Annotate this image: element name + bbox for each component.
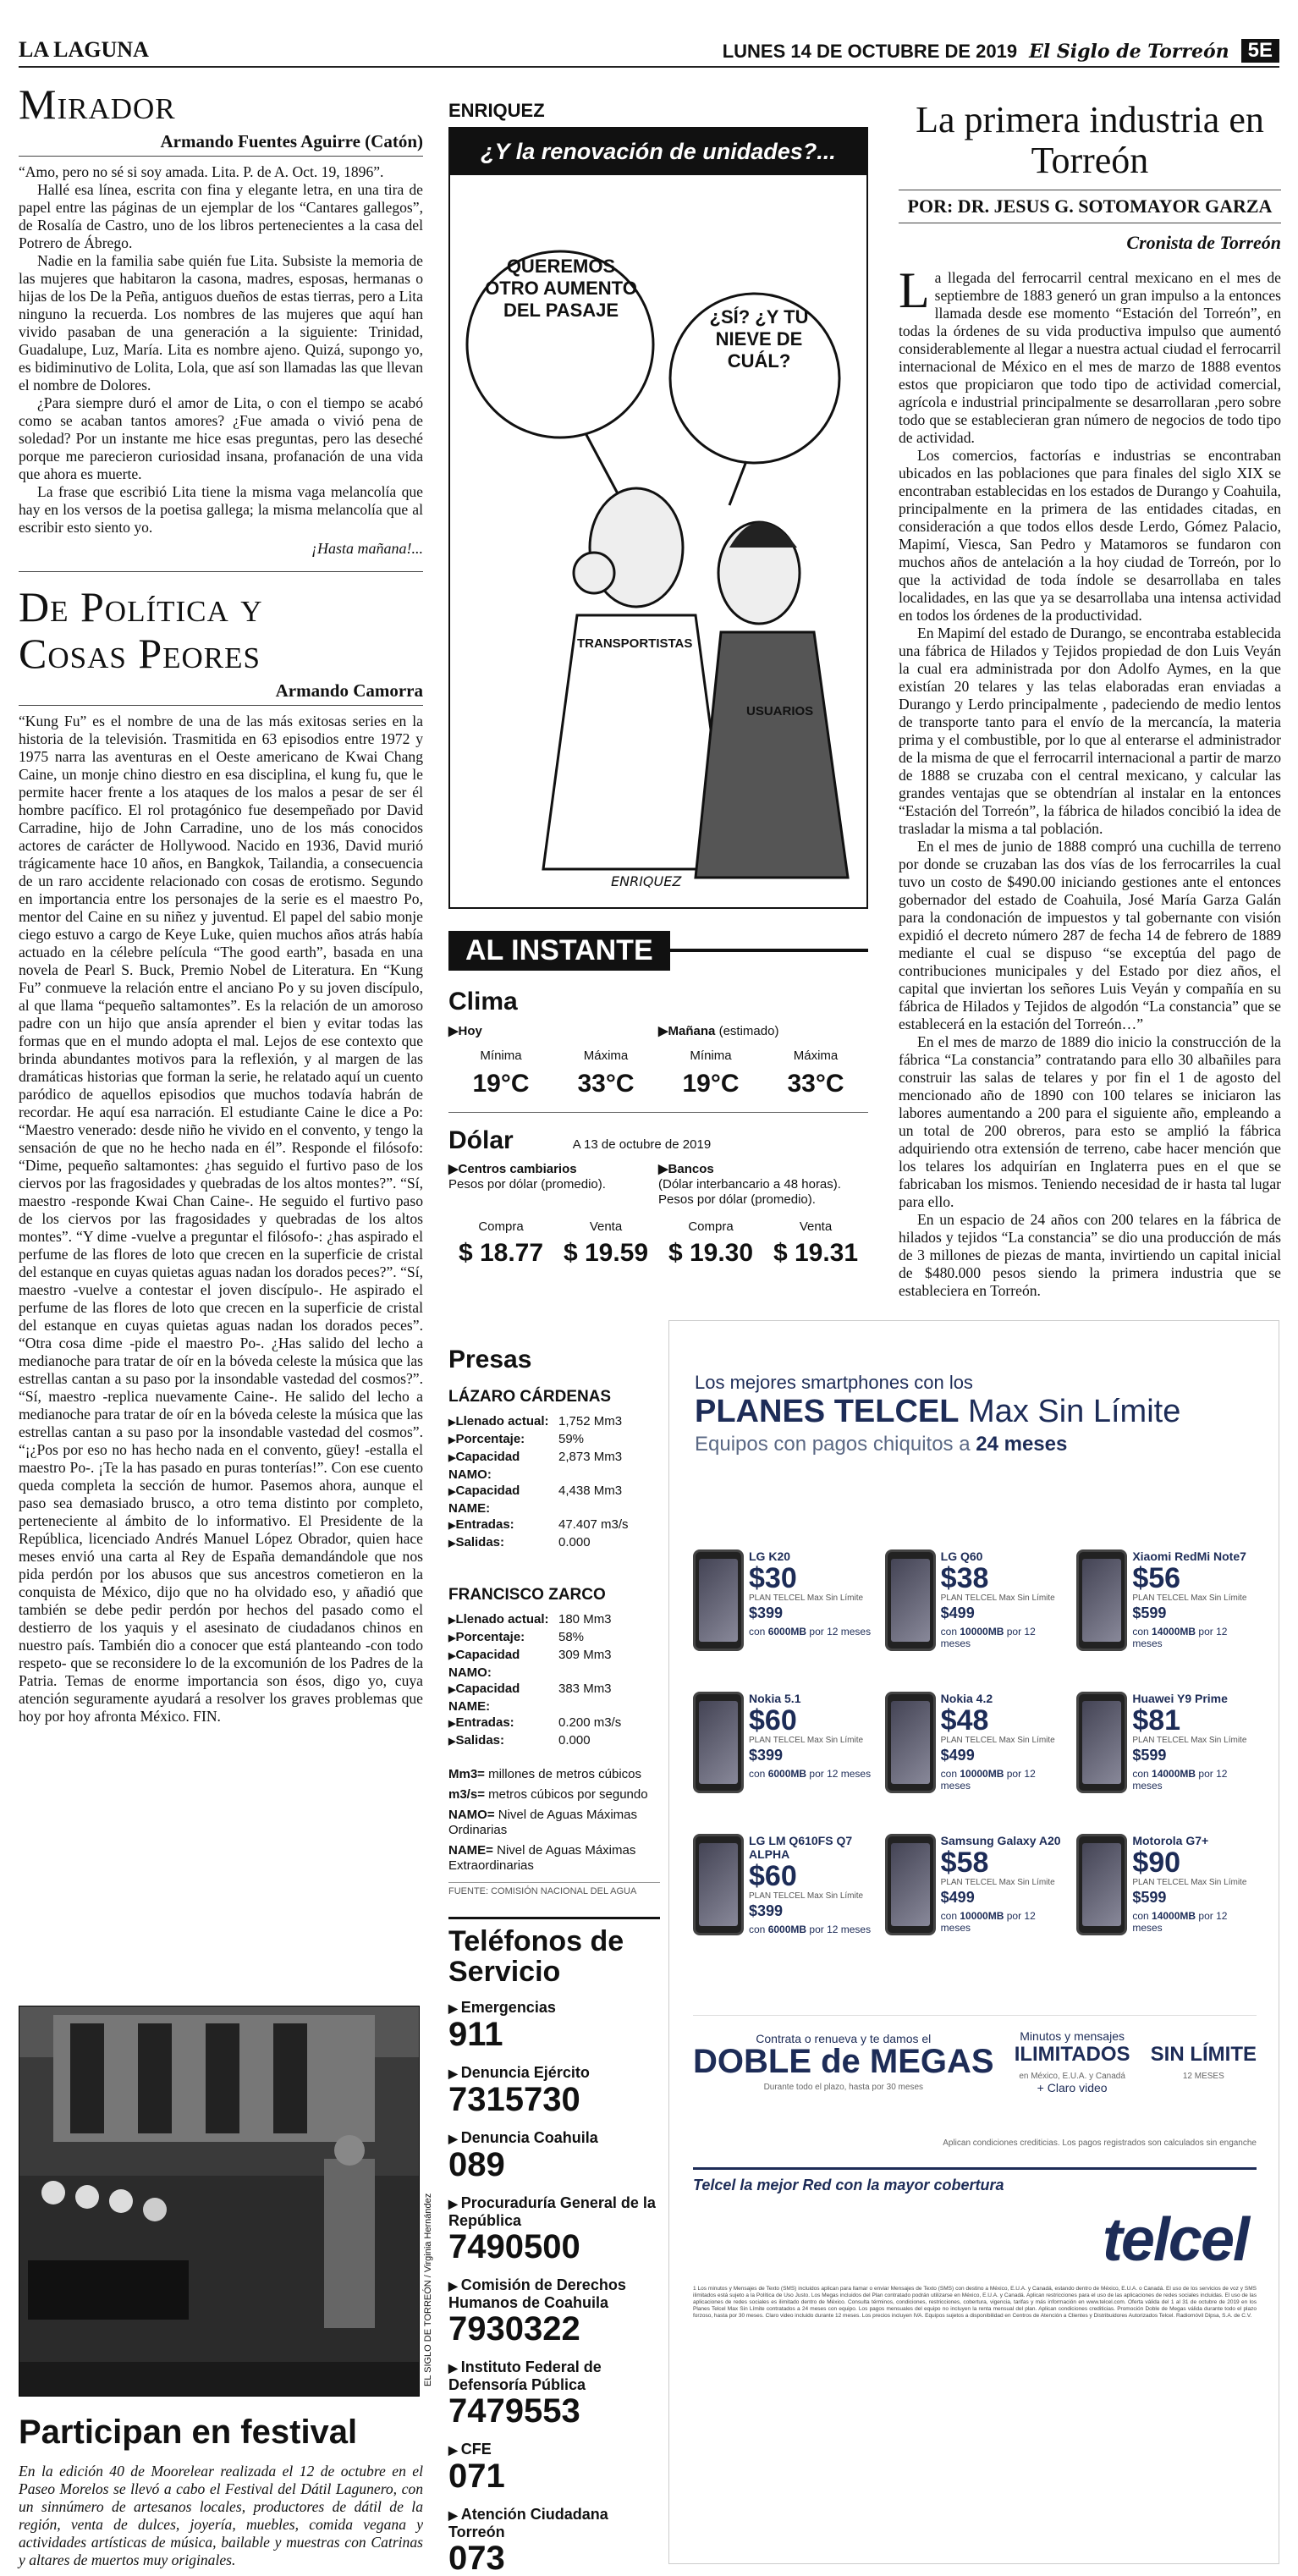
dolar-title: Dólar	[448, 1126, 514, 1154]
phone-icon	[1076, 1549, 1127, 1651]
bancos-venta: $ 19.31	[773, 1239, 859, 1267]
primera-p6: En un espacio de 24 años con 200 telares en la fábrica de hilados y tejidos “La constancia” se dio una producción de más de 3 millones de piezas de manta, invirtiendo un capital inicial de $480.000 pesos siendo la primera industria que se estableciera en Torreón.	[899, 1211, 1281, 1299]
politica-title-1: De Política y	[19, 583, 263, 630]
dam-row: ▶ Entradas: 47.407 m3/s	[448, 1516, 660, 1534]
phone-offer: Nokia 4.2 $48 PLAN TELCEL Max Sin Límite $499 con 10000MB por 12 meses	[885, 1692, 1065, 1819]
phone-icon	[885, 1834, 936, 1935]
tel-item: ▶ Instituto Federal de Defensoría Pública 7479553	[448, 2359, 660, 2429]
primera-p1: La llegada del ferrocarril central mexicano en el mes de septiembre de 1883 generó un gran impulso a la entonces llamada desde ese momento “Estación del Torreón”, en todas la órdenes de su vida productiva impulso que aumentó considerablemente al llegar a nuestra actual ciudad el ferrocarril internacional de México en el mes de marzo de 1888 eventos estos que propiciaron que todo tipo de actividad comercial, agrícola e industrial principalmente se desarrollaran ,pero sobre todo que se establecieran gran número de negocios de todo tipo de actividad.	[899, 262, 1281, 446]
clima-row	[448, 1023, 868, 1098]
phone-grid	[693, 1549, 1257, 1961]
phone-offer: Nokia 5.1 $60 PLAN TELCEL Max Sin Límite $399 con 6000MB por 12 meses	[693, 1692, 873, 1819]
phone-offer: LG Q60 $38 PLAN TELCEL Max Sin Límite $499 con 10000MB por 12 meses	[885, 1549, 1065, 1676]
primera-p2: Los comercios, factorías e industrias se encontraban ubicados en las poblaciones que para finales del siglo XIX se encontraban establecidas en los estados de Durango y Coahuila, principalmente en la primera de las entidades citadas, en consideración a que todos ellos desde Lerdo, Gómez Palacio, Mapimí, Viesca, San Pedro y Matamoros se fundaron con muchos años de antelación a la hoy ciudad de Torreón, por lo que la actividad de toda índole se desarrollaba en tales localidades, en las que ya se desarrollaba una intensa actividad en todos los órdenes de la productividad.	[899, 447, 1281, 624]
presas	[448, 1346, 660, 1896]
tag-transportistas: TRANSPORTISTAS	[577, 636, 693, 651]
ad-promos	[693, 2015, 1257, 2094]
cartoon-signature: ENRIQUEZ	[611, 873, 682, 889]
promo-sin-limite: SIN LÍMITE 12 MESES	[1150, 2043, 1257, 2081]
man-max: 33°C	[787, 1070, 844, 1098]
dam-rows	[448, 1413, 660, 1552]
clima-hoy: ▶Hoy Mínima 19°C Máxima 33°C	[448, 1024, 635, 1098]
phone-icon	[885, 1692, 936, 1793]
phone-offer: LG K20 $30 PLAN TELCEL Max Sin Límite $399 con 6000MB por 12 meses	[693, 1549, 873, 1676]
ad-fine-print: 1 Los minutos y Mensajes de Texto (SMS) incluidos aplican para llamar o enviar Mensajes de Texto (SMS) con destino a México, E.U.A. y Canadá, estando dentro de México, E.U.A. o Canadá. El uso de los servicios de voz y SMS ilimitados está sujeto a la Política de Uso Justo. Los Megas incluidos del Plan contratado podrán utilizarse en México, E.U.A. y Canadá. Aplican restricciones para el uso de las aplicaciones de redes sociales incluidas. El uso de las aplicaciones de redes sociales es ilimitado dentro de México. Consulta términos, condiciones, restricciones, cobertura, vigencia, tarifas y más información en www.telcel.com. Oferta válida del 1 al 31 de octubre de 2019 en los Planes Telcel Max Sin Límite contratados a 24 meses con equipo. Los pagos mensuales del equipo no incluyen la renta mensual del plan. Aplican condiciones crediticias. Promoción Doble de Megas válida durante todo el plazo forzoso, hasta por 30 meses. Claro video incluido durante 12 meses. Los precios incluyen IVA. Equipos sujetos a disponibilidad en Centros de Atención a Clientes y Distribuidores Autorizados Telcel. Radiomóvil Dipsa, S.A. de C.V.	[693, 2286, 1257, 2319]
section-name: LA LAGUNA	[19, 37, 149, 62]
issue-date: LUNES 14 DE OCTUBRE DE 2019	[722, 41, 1018, 62]
mirador-signoff: ¡Hasta mañana!...	[311, 540, 423, 557]
cartoon-banner: ¿Y la renovación de unidades?...	[450, 129, 866, 175]
min-label: Mínima	[480, 1049, 522, 1063]
bubble-left: QUEREMOS OTRO AUMENTO DEL PASAJE	[485, 256, 637, 321]
al-instante	[448, 927, 868, 1268]
dam-name: FRANCISCO ZARCO	[448, 1586, 606, 1604]
politica-p1: “Kung Fu” es el nombre de una de las más exitosas series en la historia de la televisión. Trasmitida en 63 episodios entre 1972 y 1975 narra las aventuras en el Oeste americano de Kwai Chang Caine, un monje chino diestro en esa disciplina, el kung fu, que le permite hacer frente a los ataques de los malos a pesar de ser él hombre pacífico. El rol protagónico fue desempeñado por David Carradine, hijo de John Carradine, uno de los más conocidos actores de carácter de Hollywood. Nacido en 1936, David murió trágicamente hace 10 años, en Bangkok, Tailandia, a consecuencia de un raro accidente relacionado con cosas de erotismo. Segundo en importancia entre los personajes de la serie es el maestro Po, mentor del Caine en su niñez y juventud. El papel del sabio monje ciego estuvo a cargo de Keye Luke, quien muchos años atrás había actuado en la célebre película “The good earth”, basada en una novela de Pearl S. Buck, Premio Nobel de Literatura. En “Kung Fu” conmueve la relación entre el anciano Po y su joven discípulo, al que llama “pequeño saltamontes”. Es la relación de un amoroso padre con un hijo que ansía aprender el bien y evitar todas las formas que en el mundo adopta el mal. Lejos de ese contexto que brinda abundantes motivos para la reflexión, y al margen de las dramáticas historias que forman la serie, he relatado aquí un cuento paródico de aquellos episodios que muchos todavía habrán de recordar. He aquí esa narración. El estudiante Caine le dice a Po: “Maestro venerado: desde niño he vivido en el convento, y tengo la sensación de que no he hecho nada en él”. Responde el filósofo: “Dime, pequeño saltamontes: ¿has seguido el furtivo paso de los ciervos por las fragosidades y quebradas de los altos montes?”. “Sí, maestro -responde Kwai Chan Caine-. He seguido el furtivo paso de los ciervos por las fragosidades y quebradas de los altos montes”. “Y dime -vuelve a preguntar el filósofo-: ¿has aspirado el perfume de las flores de loto que crecen en la superficie de cristal del estanque en cuyas quietas aguas nadan los dorados peces?”. “Sí, maestro -vuelve a contestar el joven discípulo-. He aspirado el perfume de las flores de loto que crecen en la superficie de cristal del estanque en cuyas quietas aguas nadan los dorados peces”. “Otra cosa dime -pide el maestro Po-. ¿Has salido del lecho a medianoche para tratar de oír en la bóveda celeste la música que las estrellas cantan a su paso por la insondable vastedad del cosmos?”. “Sí, maestro -replica nuevamente Caine-. He salido del lecho a medianoche para tratar de oír en la bóveda celeste la música que las estrellas cantan a su paso por la insondable vastedad del cosmos”. “¡¿Pos por eso no has hecho nada en el convento, güey! -estalla el maestro Po-. ¡Te la has pasado en puras tonterías!”. Con ese cuento queda completa la sección de humor. Pasemos ahora, aunque el paso sea demasiado brusco, a otro tema distinto por completo, perteneciente al ámbito de lo informativo. El Presidente de la República, licenciado Andrés Manuel López Obrador, quien hace meses envió una carta al Rey de España demandándole que nos pida perdón por los abusos que sus ancestros cometieron en la conquista de México, dijo que no ha olvidado eso, y añadió que también se debe pedir perdón por hechos del pasado como el destierro de los yaquis y el asesinato de ciudadanos chinos en nuestro país. También dio a conocer que está planteando -con todo respeto- que se reconsidere lo de la excomunión de los Padres de la Patria. Temas de enorme importancia son ésos, digo yo, cuya atención seguramente ayudará a resolver los graves problemas que hoy por hoy afronta México. FIN.	[19, 713, 423, 1725]
centros-sub: Pesos por dólar (promedio).	[448, 1177, 606, 1192]
dam-row: ▶ Capacidad NAMO: 309 Mm3	[448, 1647, 660, 1681]
dolar-centros: ▶Centros cambiarios Pesos por dólar (promedio). Compra $ 18.77 Venta $ 19.59	[448, 1162, 658, 1268]
bubble-right: ¿SÍ? ¿Y TU NIEVE DE CUÁL?	[709, 306, 809, 372]
paper-name: El Siglo de Torreón	[1029, 41, 1229, 63]
cartoon	[448, 127, 868, 909]
cartoon-column	[448, 100, 868, 909]
clima-manana: ▶Mañana (estimado) Mínima 19°C Máxima 33°C	[658, 1024, 844, 1098]
presas-source: FUENTE: COMISIÓN NACIONAL DEL AGUA	[448, 1882, 660, 1896]
clima-title: Clima	[448, 988, 518, 1016]
dam-row: ▶ Capacidad NAME: 383 Mm3	[448, 1681, 660, 1715]
dam-name: LÁZARO CÁRDENAS	[448, 1388, 612, 1406]
page-number: 5E	[1241, 39, 1279, 63]
dam-row: ▶ Porcentaje: 59%	[448, 1431, 660, 1449]
primera-p5: En el mes de marzo de 1889 dio inicio la construcción de la fábrica “La constancia” contratando para ello 30 albañiles para construir las salas de telares y por fin el 1 de agosto del mencionado año de 1890 con 100 telares se iniciaron las labores aumentando a 200 para el siguiente año, empleando a un total de 200 obreros, para esto se amplió la fábrica adquiriendo otra extensión de terreno, cabe hacer mención que los telares los adquirían en Inglaterra pues en el que se fabricaban los mismos. Teniendo necesidad de ir hasta tal lugar para ello.	[899, 1033, 1281, 1210]
phone-offer: Motorola G7+ $90 PLAN TELCEL Max Sin Límite $599 con 14000MB por 12 meses	[1076, 1834, 1257, 1961]
mirador-p4: ¿Para siempre duró el amor de Lita, o con el tiempo se acabó como se acaban tantos amores? ¿Fue amada o vivió pena de soledad? Por un instante me hice esas preguntas, pero las deseché porque me parecieron curiosidad insana, profanación de una vida que ahora es muerte.	[19, 394, 423, 482]
primera-subtitle: Cronista de Torreón	[1126, 232, 1281, 253]
festival-photo	[19, 2006, 420, 2397]
divider	[19, 571, 423, 572]
compra-label: Compra	[478, 1219, 524, 1234]
centros-label: Centros cambiarios	[458, 1162, 577, 1176]
mirador-p3: Nadie en la familia sabe quién fue Lita. Subsiste la memoria de las mujeres que habitaron la casona, madres, esposas, hermanas o hijas de los De la Peña, antiguos dueños de estas tierras, pero a Lita ninguno la recuerda. Los nombres de las mujeres que aquí han vivido pasaban de una generación a la siguiente: Trinidad, Guadalupe, Luz, María. Lita es nombre ajeno. Quizá, supongo yo, es bidiminutivo de Lolita, Lola, que así son llamadas las que llevan el nombre de Dolores.	[19, 252, 423, 394]
hoy-max: 33°C	[577, 1070, 635, 1098]
dam-rows	[448, 1611, 660, 1750]
telefonos	[448, 1917, 660, 2576]
venta-label: Venta	[589, 1219, 623, 1234]
primera-title: La primera industria en Torreón	[916, 99, 1264, 181]
max-label: Máxima	[793, 1049, 839, 1063]
photo-caption: En la edición 40 de Moorelear realizada el 12 de octubre en el Paseo Morelos se llevó a cabo el Festival del Dátil Lagunero, con un sinnúmero de artesanos locales, productores de dátil de la región, venta de dulces, joyería, muebles, comida vegana y actividades artísticas de música, bailable y muestras con Catrinas y altares de muertos muy originales.	[19, 2463, 423, 2568]
tel-item: ▶ Denuncia Coahuila 089	[448, 2129, 660, 2182]
primera-author: POR: DR. JESUS G. SOTOMAYOR GARZA	[899, 190, 1281, 223]
primera-p3: En Mapimí del estado de Durango, se encontraba establecida una fábrica de Hilados y Tejidos propiedad de don Luis Veyán la cual era administrada por don Adolfo Aymes, en la que existían 20 telares y las telas elaboradas eran enviadas a Durango y Lerdo principalmente , padeciendo de medio lentos de transporte tanto para el envío de la mercancía, la materia prima y el combustible, por lo que al enterarse el administrador de la misma de que el ferrocarril internacional a partir de marzo de 1888 se cruzaba con el central mexicano, y calcular las grandes ventajas que se obtendrían al instalar en la entonces “Estación del Torreón”, la fábrica de hilados concibió la idea de trasladar la misma a tal población.	[899, 625, 1281, 837]
tag-usuarios: USUARIOS	[746, 704, 814, 718]
politica-title-2: Cosas Peores	[19, 630, 261, 677]
festival-photo-drawing	[19, 2006, 420, 2397]
ad-line3: Equipos con pagos chiquitos a	[695, 1433, 971, 1456]
primera-body	[899, 262, 1281, 1300]
bancos-sub: (Dólar interbancario a 48 horas). Pesos por dólar (promedio).	[658, 1177, 841, 1207]
mirador-title: Mirador	[19, 80, 176, 128]
min-label: Mínima	[690, 1049, 732, 1063]
dolar-date: A 13 de octubre de 2019	[572, 1137, 712, 1152]
bancos-label: Bancos	[668, 1162, 714, 1176]
phone-icon	[1076, 1692, 1127, 1793]
phone-offer: LG LM Q610FS Q7 ALPHA $60 PLAN TELCEL Max Sin Límite $399 con 6000MB por 12 meses	[693, 1834, 873, 1961]
dam-row: ▶ Capacidad NAME: 4,438 Mm3	[448, 1483, 660, 1516]
clima-manana-note: (estimado)	[718, 1024, 779, 1038]
politica-body	[19, 713, 423, 1726]
clima-hoy-label: Hoy	[458, 1024, 482, 1038]
dam-row: ▶ Salidas: 0.000	[448, 1732, 660, 1750]
telcel-logo: telcel	[1102, 2206, 1248, 2274]
presas-legend: Mm3= millones de metros cúbicos m3/s= metros cúbicos por segundo NAMO= Nivel de Aguas Máximas Ordinarias NAME= Nivel de Aguas Máximas Extraordinarias	[448, 1767, 648, 1873]
phone-icon	[885, 1549, 936, 1651]
bancos-compra: $ 19.30	[668, 1239, 754, 1267]
instante-line	[670, 949, 868, 952]
dolar-bancos: ▶Bancos (Dólar interbancario a 48 horas). Pesos por dólar (promedio). Compra $ 19.30 Venta $ 19.31	[658, 1162, 868, 1268]
presas-title: Presas	[448, 1346, 532, 1373]
compra-label: Compra	[688, 1219, 734, 1234]
photo-headline: Participan en festival	[19, 2414, 358, 2451]
telcel-ad	[668, 1320, 1279, 2564]
dam-row: ▶ Llenado actual: 1,752 Mm3	[448, 1413, 660, 1431]
phone-icon	[693, 1692, 744, 1793]
dolar-row	[448, 1162, 868, 1268]
instante-tag: AL INSTANTE	[448, 931, 670, 971]
promo-ilimitados: Minutos y mensajes ILIMITADOS en México, E.U.A. y Canadá + Claro video	[1014, 2029, 1130, 2094]
phone-offer: Xiaomi RedMi Note7 $56 PLAN TELCEL Max Sin Límite $599 con 14000MB por 12 meses	[1076, 1549, 1257, 1676]
left-column	[19, 81, 423, 1726]
mirador-p2: Hallé esa línea, escrita con fina y elegante letra, en una tira de papel entre las páginas de un ejemplar de los “Cantares gallegos”, de Rosalía de Castro, uno de los libros pertenecientes a la casa del Potrero de Ábrego.	[19, 181, 423, 251]
masthead-right	[723, 39, 1279, 66]
hoy-min: 19°C	[472, 1070, 530, 1098]
tel-item: ▶ Emergencias 911	[448, 1999, 660, 2052]
instante-bar	[448, 927, 868, 974]
venta-label: Venta	[799, 1219, 833, 1234]
ad-max: Max Sin Límite	[968, 1394, 1181, 1429]
cartoon-label: ENRIQUEZ	[448, 100, 545, 121]
phone-offer: Samsung Galaxy A20 $58 PLAN TELCEL Max Sin Límite $499 con 10000MB por 12 meses	[885, 1834, 1065, 1961]
dam-row: ▶ Entradas: 0.200 m3/s	[448, 1715, 660, 1732]
ad-24: 24 meses	[976, 1433, 1068, 1456]
promo-doble: Contrata o renueva y te damos el DOBLE de MEGAS Durante todo el plazo, hasta por 30 meses	[693, 2032, 994, 2092]
dam-row: ▶ Salidas: 0.000	[448, 1534, 660, 1552]
mirador-p5: La frase que escribió Lita tiene la misma vaga melancolía que hay en los versos de la poetisa gallega; la misma melancolía que al escribir esto siento yo.	[19, 483, 423, 536]
phone-icon	[693, 1834, 744, 1935]
tel-item: ▶ CFE 071	[448, 2441, 660, 2494]
tel-item: ▶ Comisión de Derechos Humanos de Coahuila 7930322	[448, 2276, 660, 2347]
phone-icon	[693, 1549, 744, 1651]
primera-p4: En el mes de junio de 1888 compró una cuchilla de terreno por donde se cruzaban las dos vías de los ferrocarriles la cual tuvo un costo de $490.00 iniciando gestiones ante el entonces gobernador del estado de Coahuila, José María Garza Galán para la condonación de impuestos y tal gobernante con visión expidió el decreto número 287 de fecha 14 de febrero de 1889 mediante el cual se dispuso “se exceptúa del pago de contribuciones municipales y del Estado por diez años, el capital que inviertan los señores Luis Veyán y compañía en su fábrica de Hilados y Tejidos de algodón “La constancia” que se establecerá en la estación del Torreón…”	[899, 838, 1281, 1032]
clima-manana-label: Mañana	[668, 1024, 716, 1038]
mirador-body	[19, 163, 423, 537]
phone-icon	[1076, 1834, 1127, 1935]
mirador-author: Armando Fuentes Aguirre (Catón)	[19, 131, 423, 157]
mirador-p1: “Amo, pero no sé si soy amada. Lita. P. de A. Oct. 19, 1896”.	[19, 163, 384, 180]
ad-line1: Los mejores smartphones con los	[695, 1372, 973, 1393]
politica-author: Armando Camorra	[19, 680, 423, 706]
dam-row: ▶ Llenado actual: 180 Mm3	[448, 1611, 660, 1629]
ad-applies: Aplican condiciones crediticias. Los pagos registrados son calculados sin enganche	[943, 2138, 1257, 2148]
masthead	[19, 39, 1279, 68]
right-column	[899, 100, 1281, 1300]
tel-item: ▶ Procuraduría General de la República 7490500	[448, 2194, 660, 2265]
tel-item: ▶ Atención Ciudadana Torreón 073	[448, 2506, 660, 2576]
centros-venta: $ 19.59	[563, 1239, 649, 1267]
ad-tagline: Telcel la mejor Red con la mayor cobertura	[693, 2167, 1257, 2194]
man-min: 19°C	[682, 1070, 740, 1098]
photo-credit: EL SIGLO DE TORREÓN / Virginia Hernández	[423, 2193, 433, 2386]
max-label: Máxima	[583, 1049, 629, 1063]
tel-item: ▶ Denuncia Ejército 7315730	[448, 2064, 660, 2117]
telefonos-title: Teléfonos de Servicio	[448, 1917, 660, 1987]
dam-row: ▶ Porcentaje: 58%	[448, 1629, 660, 1647]
phone-offer: Huawei Y9 Prime $81 PLAN TELCEL Max Sin Límite $599 con 14000MB por 12 meses	[1076, 1692, 1257, 1819]
dam-row: ▶ Capacidad NAMO: 2,873 Mm3	[448, 1449, 660, 1483]
centros-compra: $ 18.77	[458, 1239, 544, 1267]
ad-planes: PLANES TELCEL	[695, 1394, 960, 1429]
